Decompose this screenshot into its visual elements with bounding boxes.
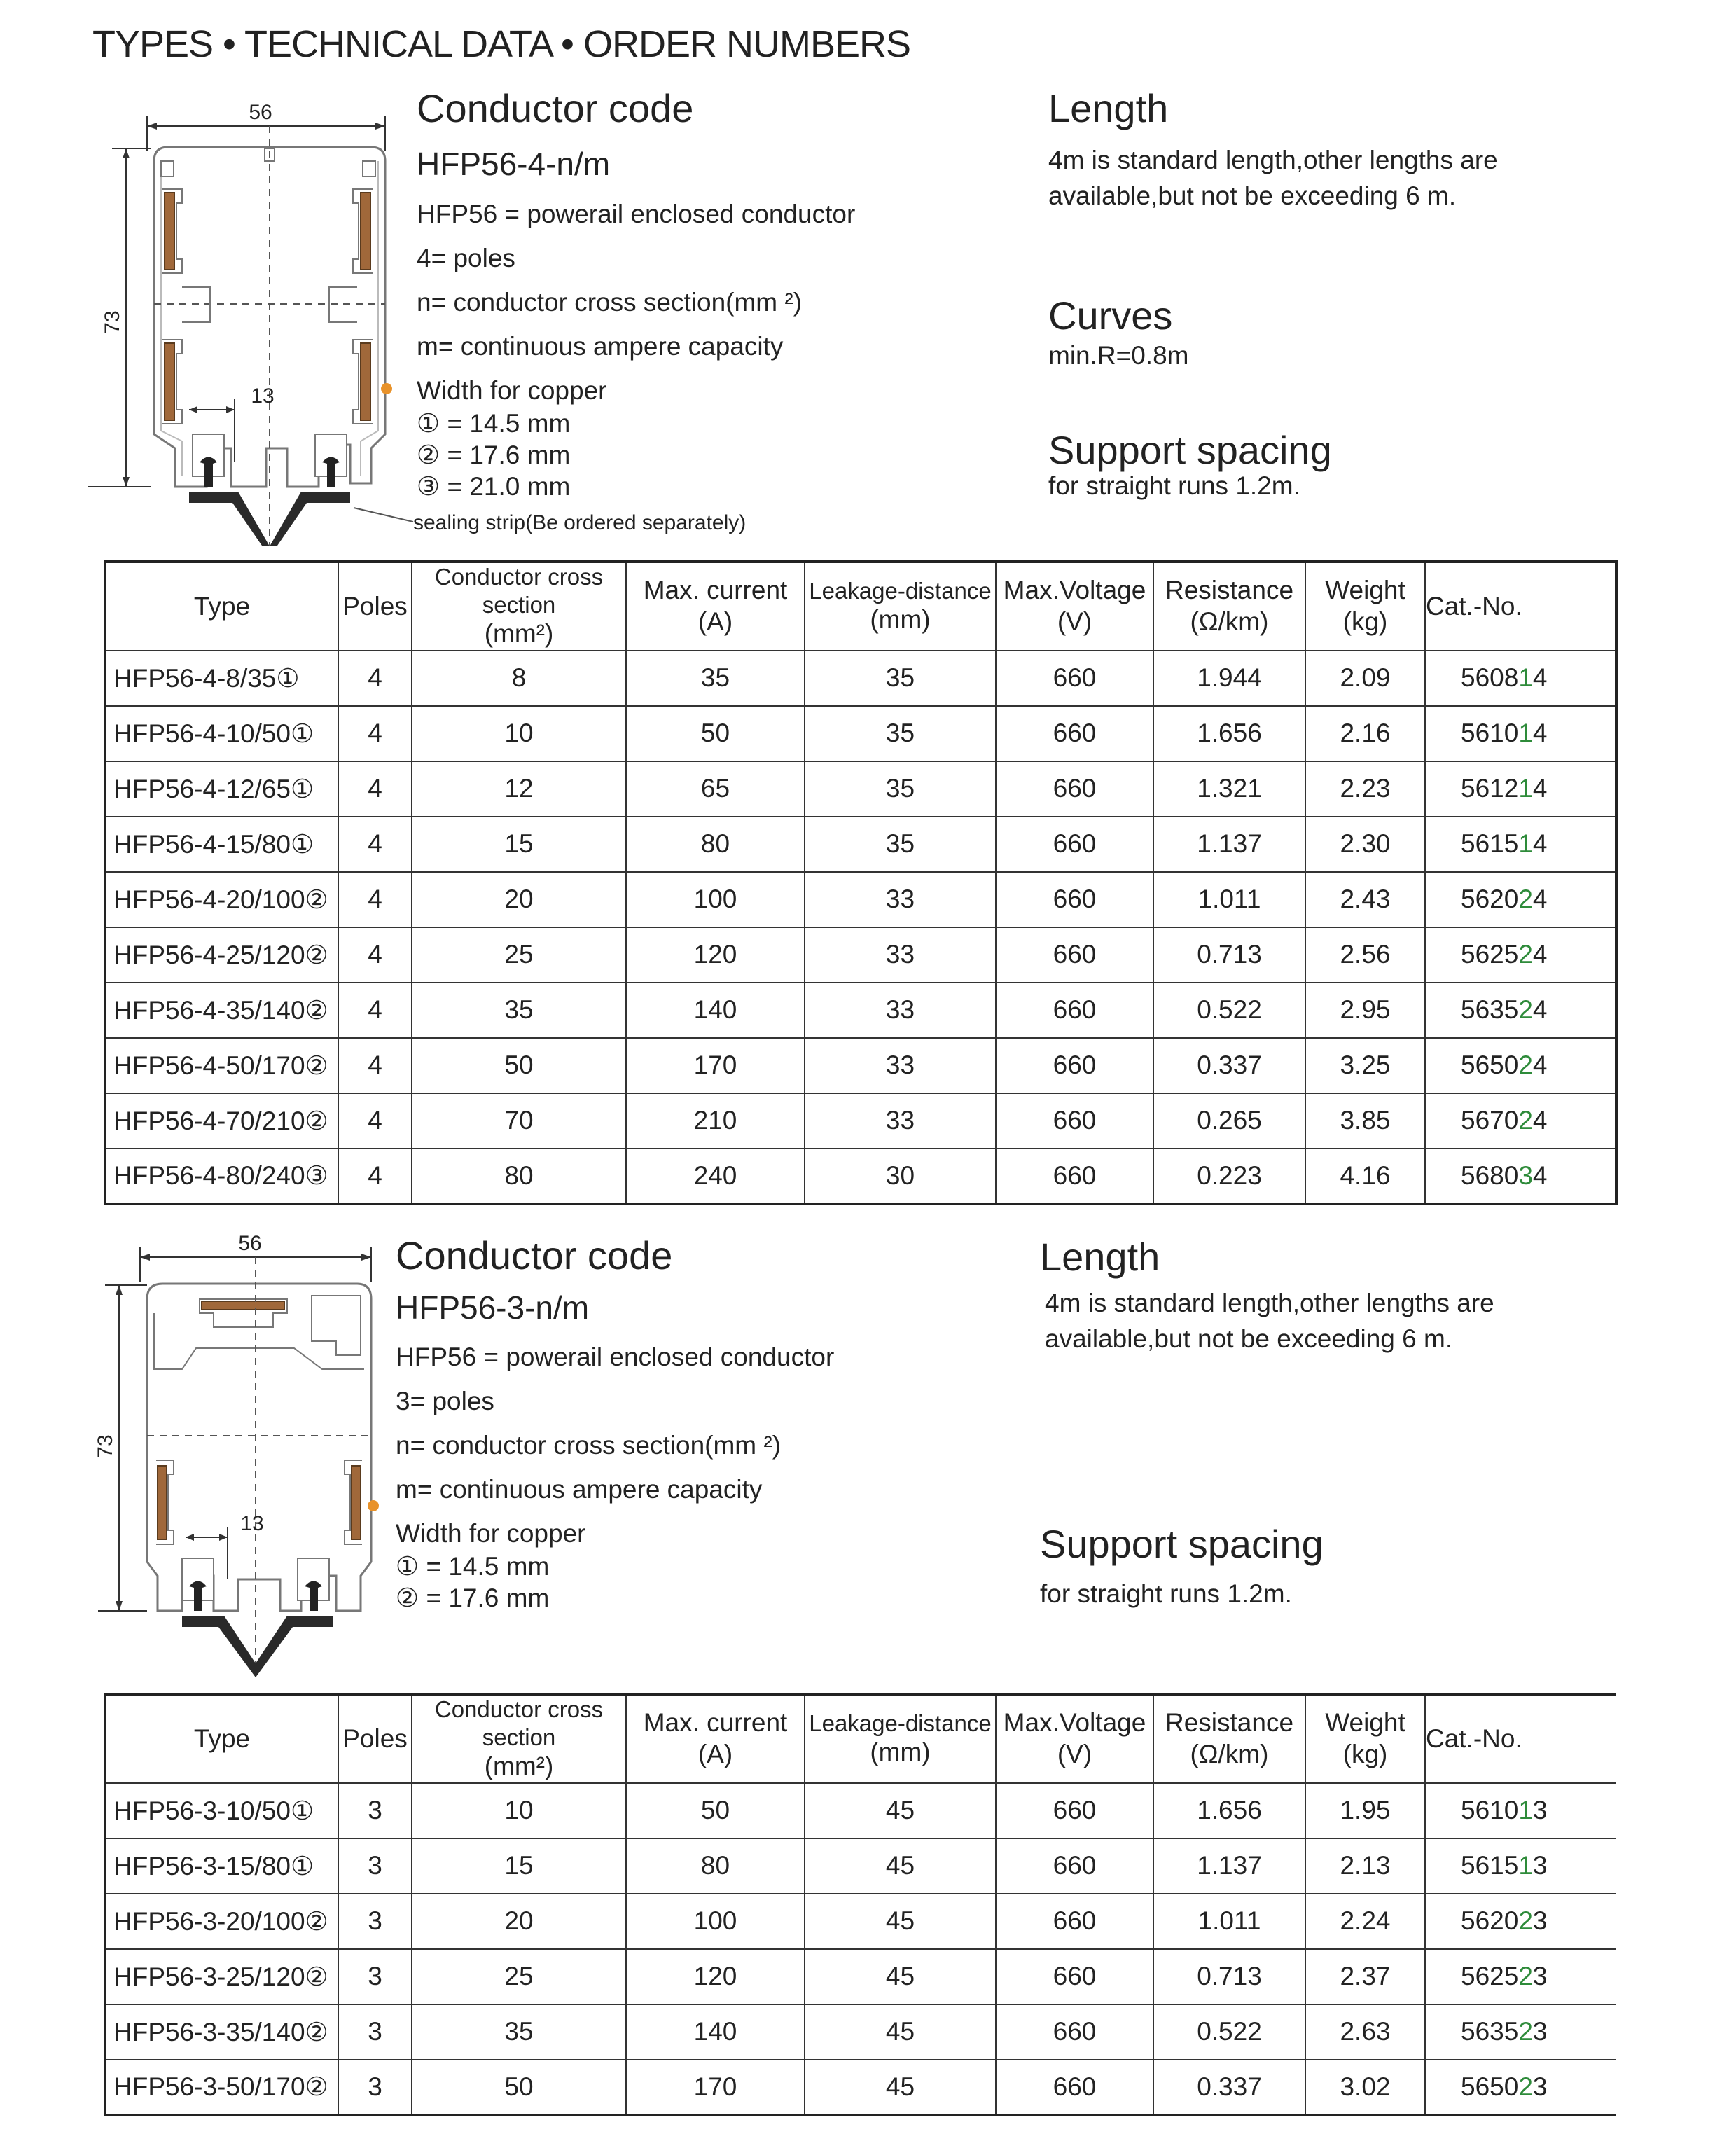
header-poles: Poles — [338, 562, 412, 651]
cell-weight: 2.95 — [1305, 983, 1425, 1038]
cell-type: HFP56-4-8/35① — [105, 651, 338, 706]
cell-res: 1.011 — [1153, 872, 1305, 927]
cell-cat-no — [1425, 1894, 1616, 1949]
table-row — [105, 651, 1616, 706]
cell-weight: 2.16 — [1305, 706, 1425, 761]
cell-type: HFP56-3-20/100② — [105, 1894, 338, 1949]
cell-cat-no — [1425, 1093, 1616, 1149]
cat-no-highlight-digit: 3 — [1518, 1160, 1533, 1190]
cat-no-digits: 4 — [1532, 663, 1548, 693]
cat-no-highlight-digit: 1 — [1518, 829, 1533, 859]
cell-poles: 3 — [338, 2060, 412, 2115]
cell-cs: 20 — [412, 872, 626, 927]
table-row — [105, 1038, 1616, 1093]
cat-no-digits: 3 — [1532, 1851, 1548, 1880]
table-row — [105, 927, 1616, 983]
cell-poles: 4 — [338, 817, 412, 872]
conductor-code-description — [417, 196, 855, 504]
cat-no-digits: 4 — [1532, 1160, 1548, 1190]
cell-type: HFP56-4-10/50① — [105, 706, 338, 761]
cell-leak: 45 — [805, 1838, 996, 1894]
cell-leak: 30 — [805, 1149, 996, 1204]
profile-drawing-3-pole — [84, 1229, 420, 1677]
cell-leak: 45 — [805, 1894, 996, 1949]
curves-heading: Curves — [1048, 293, 1173, 338]
cell-cat-no — [1425, 1038, 1616, 1093]
support-spacing-text: for straight runs 1.2m. — [1040, 1579, 1292, 1608]
cell-current: 80 — [626, 1838, 805, 1894]
table-row — [105, 1149, 1616, 1204]
conductor-code: HFP56-4-n/m — [417, 146, 611, 182]
cell-type: HFP56-4-70/210② — [105, 1093, 338, 1149]
cell-current: 120 — [626, 927, 805, 983]
cell-volt: 660 — [996, 651, 1153, 706]
cell-res: 1.656 — [1153, 1783, 1305, 1838]
table-row — [105, 2004, 1616, 2060]
cell-current: 35 — [626, 651, 805, 706]
desc-line: m= continuous ampere capacity — [396, 1475, 763, 1504]
page-title: TYPES • TECHNICAL DATA • ORDER NUMBERS — [92, 23, 911, 65]
cell-type: HFP56-3-10/50① — [105, 1783, 338, 1838]
cell-volt: 660 — [996, 1093, 1153, 1149]
cell-current: 140 — [626, 983, 805, 1038]
cell-cat-no — [1425, 651, 1616, 706]
cell-type: HFP56-3-15/80① — [105, 1838, 338, 1894]
cat-no-digits: 5608 — [1461, 663, 1519, 693]
cat-no-highlight-digit: 2 — [1518, 1051, 1533, 1080]
cell-current: 140 — [626, 2004, 805, 2060]
desc-line: Width for copper — [417, 376, 607, 406]
header-weight: Weight (kg) — [1305, 1694, 1425, 1783]
cell-weight: 2.23 — [1305, 761, 1425, 817]
header-leakage: Leakage-distance (mm) — [805, 1694, 996, 1783]
cat-no-digits: 4 — [1532, 1051, 1548, 1080]
cat-no-digits: 5680 — [1461, 1160, 1519, 1190]
cell-current: 80 — [626, 817, 805, 872]
cell-poles: 4 — [338, 1038, 412, 1093]
cell-cat-no — [1425, 872, 1616, 927]
desc-line: 3= poles — [396, 1387, 494, 1416]
cat-no-digits: 3 — [1532, 1796, 1548, 1825]
cell-current: 170 — [626, 2060, 805, 2115]
cell-poles: 4 — [338, 761, 412, 817]
cell-weight: 3.25 — [1305, 1038, 1425, 1093]
cell-poles: 3 — [338, 1838, 412, 1894]
conductor-code-heading: Conductor code — [417, 86, 694, 130]
cell-leak: 33 — [805, 872, 996, 927]
cell-current: 65 — [626, 761, 805, 817]
header-cat-no: Cat.-No. — [1425, 1694, 1616, 1783]
spec-table-3-pole — [104, 1693, 1616, 2116]
profile-drawing-4-pole — [84, 98, 420, 546]
cell-type: HFP56-4-50/170② — [105, 1038, 338, 1093]
cell-volt: 660 — [996, 706, 1153, 761]
desc-line: m= continuous ampere capacity — [417, 332, 784, 361]
cat-no-digits: 3 — [1532, 1962, 1548, 1991]
curves-text: min.R=0.8m — [1048, 341, 1189, 370]
cat-no-highlight-digit: 2 — [1518, 940, 1533, 969]
table-row — [105, 872, 1616, 927]
conductor-code-description — [396, 1339, 834, 1616]
cell-poles: 4 — [338, 927, 412, 983]
spec-table-4-pole — [104, 560, 1618, 1205]
cell-volt: 660 — [996, 1783, 1153, 1838]
cell-cat-no — [1425, 983, 1616, 1038]
cell-cs: 80 — [412, 1149, 626, 1204]
desc-line: n= conductor cross section(mm ²) — [396, 1431, 782, 1460]
cell-cat-no — [1425, 761, 1616, 817]
header-resistance: Resistance (Ω/km) — [1153, 1694, 1305, 1783]
cat-no-highlight-digit: 2 — [1518, 1906, 1533, 1936]
cell-volt: 660 — [996, 1038, 1153, 1093]
cat-no-digits: 5635 — [1461, 995, 1519, 1025]
header-cat-no: Cat.-No. — [1425, 562, 1616, 651]
cat-no-highlight-digit: 2 — [1518, 2072, 1533, 2101]
cat-no-digits: 4 — [1532, 995, 1548, 1025]
cat-no-digits: 4 — [1532, 774, 1548, 803]
cell-volt: 660 — [996, 1949, 1153, 2004]
cell-type: HFP56-3-35/140② — [105, 2004, 338, 2060]
cell-res: 0.522 — [1153, 2004, 1305, 2060]
desc-line: HFP56 = powerail enclosed conductor — [417, 200, 856, 228]
cell-leak: 45 — [805, 2060, 996, 2115]
cell-cs: 70 — [412, 1093, 626, 1149]
cell-poles: 4 — [338, 872, 412, 927]
cell-weight: 2.13 — [1305, 1838, 1425, 1894]
desc-line: ② = 17.6 mm — [417, 441, 571, 470]
cell-cs: 12 — [412, 761, 626, 817]
height-dimension-label: 73 — [101, 310, 124, 334]
header-max-voltage: Max.Voltage (V) — [996, 562, 1153, 651]
gap-dimension-label: 13 — [240, 1512, 264, 1535]
cell-type: HFP56-4-35/140② — [105, 983, 338, 1038]
support-spacing-heading: Support spacing — [1048, 428, 1332, 472]
cell-cat-no — [1425, 817, 1616, 872]
cell-res: 1.011 — [1153, 1894, 1305, 1949]
cell-cs: 50 — [412, 1038, 626, 1093]
cell-cs: 35 — [412, 983, 626, 1038]
header-cross-section: Conductor cross section (mm²) — [412, 562, 626, 651]
cell-leak: 35 — [805, 761, 996, 817]
cell-weight: 2.43 — [1305, 872, 1425, 927]
cell-res: 1.137 — [1153, 1838, 1305, 1894]
conductor-code: HFP56-3-n/m — [396, 1289, 590, 1326]
cat-no-highlight-digit: 1 — [1518, 663, 1533, 693]
cat-no-digits: 4 — [1532, 885, 1548, 914]
cell-poles: 3 — [338, 1783, 412, 1838]
cell-poles: 3 — [338, 1949, 412, 2004]
cat-no-digits: 5670 — [1461, 1106, 1519, 1135]
header-resistance: Resistance (Ω/km) — [1153, 562, 1305, 651]
cell-res: 0.713 — [1153, 1949, 1305, 2004]
table-row — [105, 706, 1616, 761]
cell-res: 1.137 — [1153, 817, 1305, 872]
cell-cat-no — [1425, 2004, 1616, 2060]
cell-current: 50 — [626, 706, 805, 761]
support-spacing-heading: Support spacing — [1040, 1522, 1324, 1566]
cell-weight: 2.09 — [1305, 651, 1425, 706]
cell-leak: 45 — [805, 2004, 996, 2060]
cat-no-digits: 5625 — [1461, 940, 1519, 969]
cell-current: 100 — [626, 1894, 805, 1949]
length-text: 4m is standard length,other lengths are available,but not be exceeding 6 m. — [1048, 146, 1498, 211]
cell-weight: 2.30 — [1305, 817, 1425, 872]
cell-cat-no — [1425, 706, 1616, 761]
cell-cs: 25 — [412, 927, 626, 983]
sealing-strip-note: sealing strip(Be ordered separately) — [413, 511, 747, 534]
cell-res: 0.713 — [1153, 927, 1305, 983]
header-max-voltage: Max.Voltage (V) — [996, 1694, 1153, 1783]
cat-no-digits: 5650 — [1461, 2072, 1519, 2101]
cell-poles: 4 — [338, 706, 412, 761]
cell-leak: 33 — [805, 983, 996, 1038]
cell-leak: 35 — [805, 817, 996, 872]
cat-no-digits: 4 — [1532, 940, 1548, 969]
cat-no-highlight-digit: 2 — [1518, 1962, 1533, 1991]
cell-type: HFP56-4-25/120② — [105, 927, 338, 983]
conductor-code-heading: Conductor code — [396, 1233, 673, 1277]
cell-cs: 10 — [412, 1783, 626, 1838]
cat-no-highlight-digit: 1 — [1518, 1851, 1533, 1880]
cell-type: HFP56-4-12/65① — [105, 761, 338, 817]
table-header-row — [105, 562, 1616, 651]
cat-no-digits: 5615 — [1461, 1851, 1519, 1880]
cell-current: 210 — [626, 1093, 805, 1149]
cell-res: 1.656 — [1153, 706, 1305, 761]
cell-cs: 25 — [412, 1949, 626, 2004]
cell-current: 100 — [626, 872, 805, 927]
table-header-row — [105, 1694, 1616, 1783]
cell-cs: 10 — [412, 706, 626, 761]
support-spacing-text: for straight runs 1.2m. — [1048, 471, 1300, 500]
cell-leak: 35 — [805, 651, 996, 706]
cell-poles: 3 — [338, 1894, 412, 1949]
cell-res: 0.265 — [1153, 1093, 1305, 1149]
table-row — [105, 817, 1616, 872]
cell-cat-no — [1425, 1783, 1616, 1838]
length-text: 4m is standard length,other lengths are available,but not be exceeding 6 m. — [1045, 1289, 1494, 1354]
cell-res: 0.337 — [1153, 2060, 1305, 2115]
desc-line: HFP56 = powerail enclosed conductor — [396, 1343, 835, 1371]
cell-volt: 660 — [996, 927, 1153, 983]
header-type: Type — [105, 562, 338, 651]
cell-res: 0.223 — [1153, 1149, 1305, 1204]
header-poles: Poles — [338, 1694, 412, 1783]
cell-type: HFP56-4-15/80① — [105, 817, 338, 872]
cat-no-digits: 5620 — [1461, 1906, 1519, 1936]
cell-weight: 3.85 — [1305, 1093, 1425, 1149]
cell-poles: 4 — [338, 1149, 412, 1204]
cell-leak: 33 — [805, 927, 996, 983]
cell-poles: 4 — [338, 983, 412, 1038]
cell-weight: 2.56 — [1305, 927, 1425, 983]
cell-weight: 2.24 — [1305, 1894, 1425, 1949]
table-row — [105, 2060, 1616, 2115]
cat-no-digits: 3 — [1532, 2017, 1548, 2046]
cat-no-digits: 3 — [1532, 2072, 1548, 2101]
header-max-current: Max. current (A) — [626, 1694, 805, 1783]
table-row — [105, 983, 1616, 1038]
cell-leak: 33 — [805, 1093, 996, 1149]
cell-poles: 3 — [338, 2004, 412, 2060]
length-heading: Length — [1048, 86, 1169, 130]
gap-dimension-label: 13 — [251, 384, 275, 408]
cell-cs: 35 — [412, 2004, 626, 2060]
cell-volt: 660 — [996, 2060, 1153, 2115]
cat-no-digits: 4 — [1532, 1106, 1548, 1135]
cell-cat-no — [1425, 927, 1616, 983]
cat-no-digits: 5650 — [1461, 1051, 1519, 1080]
cell-volt: 660 — [996, 761, 1153, 817]
table-row — [105, 1783, 1616, 1838]
cat-no-digits: 4 — [1532, 719, 1548, 748]
cat-no-highlight-digit: 2 — [1518, 2017, 1533, 2046]
desc-line: ③ = 21.0 mm — [417, 472, 571, 501]
header-weight: Weight (kg) — [1305, 562, 1425, 651]
cat-no-digits: 5635 — [1461, 2017, 1519, 2046]
cell-volt: 660 — [996, 872, 1153, 927]
table-row — [105, 1894, 1616, 1949]
cell-current: 240 — [626, 1149, 805, 1204]
header-max-current: Max. current (A) — [626, 562, 805, 651]
desc-line: ① = 14.5 mm — [396, 1552, 550, 1581]
cell-type: HFP56-4-20/100② — [105, 872, 338, 927]
cell-current: 170 — [626, 1038, 805, 1093]
desc-line: n= conductor cross section(mm ²) — [417, 288, 803, 317]
cell-cat-no — [1425, 1838, 1616, 1894]
table-body — [105, 1783, 1616, 2115]
cell-weight: 1.95 — [1305, 1783, 1425, 1838]
cell-type: HFP56-4-80/240③ — [105, 1149, 338, 1204]
cell-current: 120 — [626, 1949, 805, 2004]
cell-weight: 4.16 — [1305, 1149, 1425, 1204]
header-cross-section: Conductor cross section (mm²) — [412, 1694, 626, 1783]
cell-poles: 4 — [338, 1093, 412, 1149]
cat-no-highlight-digit: 2 — [1518, 995, 1533, 1025]
cell-weight: 2.63 — [1305, 2004, 1425, 2060]
desc-line: Width for copper — [396, 1519, 586, 1548]
table-row — [105, 761, 1616, 817]
cell-leak: 45 — [805, 1783, 996, 1838]
cell-current: 50 — [626, 1783, 805, 1838]
cat-no-digits: 4 — [1532, 829, 1548, 859]
desc-line: ② = 17.6 mm — [396, 1584, 550, 1613]
cell-cs: 8 — [412, 651, 626, 706]
cat-no-digits: 5620 — [1461, 885, 1519, 914]
table-row — [105, 1093, 1616, 1149]
cell-poles: 4 — [338, 651, 412, 706]
cell-volt: 660 — [996, 1894, 1153, 1949]
cat-no-highlight-digit: 1 — [1518, 774, 1533, 803]
cell-leak: 35 — [805, 706, 996, 761]
width-dimension-label: 56 — [238, 1232, 262, 1255]
cell-cs: 20 — [412, 1894, 626, 1949]
cat-no-digits: 5612 — [1461, 774, 1519, 803]
cell-volt: 660 — [996, 983, 1153, 1038]
cell-cat-no — [1425, 1149, 1616, 1204]
table-body — [105, 651, 1616, 1204]
cell-cat-no — [1425, 2060, 1616, 2115]
cell-volt: 660 — [996, 2004, 1153, 2060]
width-dimension-label: 56 — [249, 101, 272, 124]
cat-no-digits: 5610 — [1461, 719, 1519, 748]
cell-res: 0.337 — [1153, 1038, 1305, 1093]
cell-res: 1.944 — [1153, 651, 1305, 706]
height-dimension-label: 73 — [94, 1434, 117, 1458]
table-row — [105, 1949, 1616, 2004]
cell-type: HFP56-3-50/170② — [105, 2060, 338, 2115]
cell-cs: 50 — [412, 2060, 626, 2115]
cell-volt: 660 — [996, 817, 1153, 872]
cell-volt: 660 — [996, 1838, 1153, 1894]
cell-res: 0.522 — [1153, 983, 1305, 1038]
cell-res: 1.321 — [1153, 761, 1305, 817]
cat-no-highlight-digit: 1 — [1518, 1796, 1533, 1825]
desc-line: ① = 14.5 mm — [417, 409, 571, 438]
cat-no-digits: 5615 — [1461, 829, 1519, 859]
cell-cs: 15 — [412, 1838, 626, 1894]
cell-weight: 2.37 — [1305, 1949, 1425, 2004]
table-row — [105, 1838, 1616, 1894]
cat-no-digits: 3 — [1532, 1906, 1548, 1936]
cat-no-highlight-digit: 1 — [1518, 719, 1533, 748]
cell-type: HFP56-3-25/120② — [105, 1949, 338, 2004]
cat-no-digits: 5610 — [1461, 1796, 1519, 1825]
cat-no-highlight-digit: 2 — [1518, 1106, 1533, 1135]
desc-line: 4= poles — [417, 244, 515, 273]
cell-cat-no — [1425, 1949, 1616, 2004]
cat-no-highlight-digit: 2 — [1518, 885, 1533, 914]
header-leakage: Leakage-distance (mm) — [805, 562, 996, 651]
cell-leak: 45 — [805, 1949, 996, 2004]
cell-volt: 660 — [996, 1149, 1153, 1204]
header-type: Type — [105, 1694, 338, 1783]
cell-leak: 33 — [805, 1038, 996, 1093]
cell-weight: 3.02 — [1305, 2060, 1425, 2115]
length-heading: Length — [1040, 1235, 1160, 1279]
cell-cs: 15 — [412, 817, 626, 872]
cat-no-digits: 5625 — [1461, 1962, 1519, 1991]
